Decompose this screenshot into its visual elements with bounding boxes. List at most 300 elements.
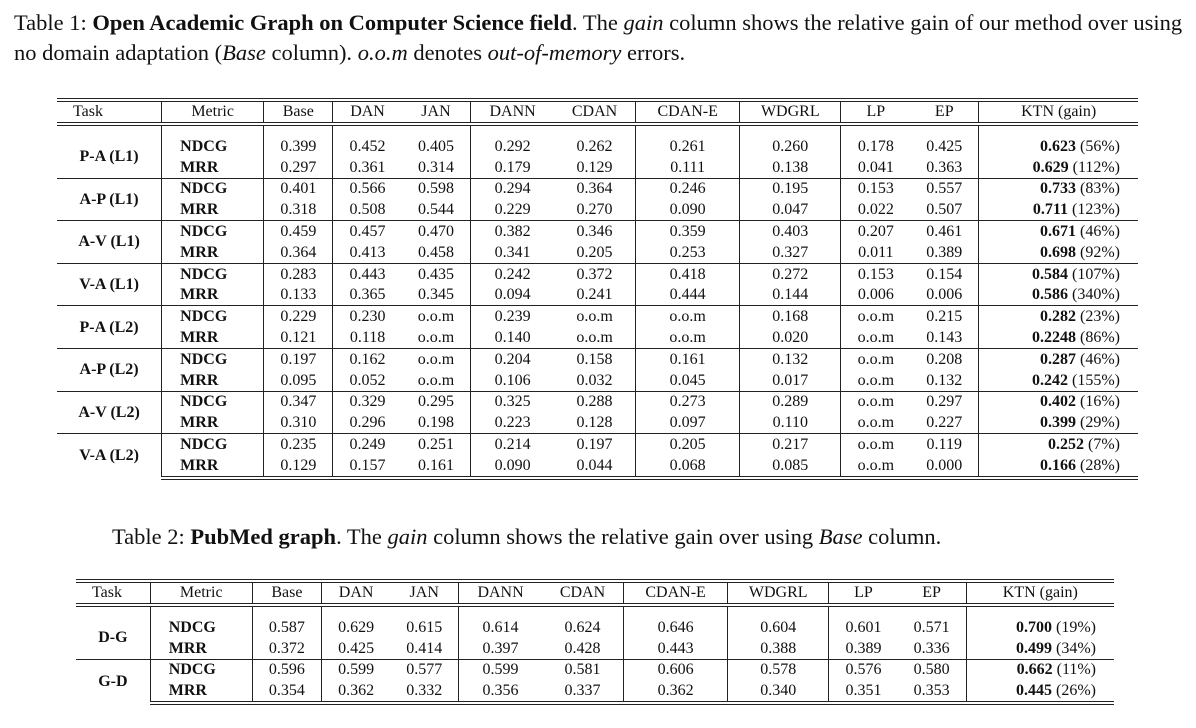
value-cell: 0.289 bbox=[740, 391, 841, 412]
value-cell: 0.111 bbox=[636, 157, 740, 178]
column-header: Task bbox=[57, 100, 162, 124]
value-cell: 0.356 bbox=[459, 680, 542, 703]
task-cell: D-G bbox=[76, 617, 150, 659]
table-row bbox=[57, 136, 1138, 157]
value-cell: 0.095 bbox=[264, 370, 333, 391]
table2 bbox=[76, 579, 1114, 705]
value-cell: 0.332 bbox=[390, 680, 459, 703]
value-cell: 0.425 bbox=[910, 136, 979, 157]
ktn-cell bbox=[979, 178, 1138, 199]
column-header: DANN bbox=[471, 100, 554, 124]
value-cell: 0.205 bbox=[554, 242, 636, 263]
value-cell: 0.143 bbox=[910, 327, 979, 348]
column-header: WDGRL bbox=[740, 100, 841, 124]
ktn-gain: (123%) bbox=[1072, 201, 1120, 219]
value-cell: 0.214 bbox=[471, 434, 554, 455]
value-cell: o.o.m bbox=[841, 455, 910, 478]
table-row bbox=[57, 391, 1138, 412]
column-header: CDAN-E bbox=[636, 100, 740, 124]
value-cell: 0.443 bbox=[333, 263, 402, 284]
ktn-cell bbox=[979, 306, 1138, 327]
column-header: CDAN bbox=[554, 100, 636, 124]
ktn-gain: (112%) bbox=[1072, 158, 1120, 176]
metric-cell: MRR bbox=[150, 638, 252, 659]
value-cell: 0.444 bbox=[636, 285, 740, 306]
caption-text: denotes bbox=[407, 40, 488, 65]
value-cell: 0.068 bbox=[636, 455, 740, 478]
metric-cell: NDCG bbox=[162, 306, 264, 327]
value-cell: 0.363 bbox=[910, 157, 979, 178]
ktn-value: 0.586 bbox=[1032, 286, 1069, 304]
metric-cell: NDCG bbox=[162, 221, 264, 242]
metric-cell: MRR bbox=[150, 680, 252, 703]
value-cell: 0.144 bbox=[740, 285, 841, 306]
value-cell: 0.413 bbox=[349, 243, 386, 261]
ktn-value: 0.623 bbox=[1040, 137, 1077, 155]
value-cell: 0.435 bbox=[402, 263, 471, 284]
value-cell: 0.459 bbox=[264, 221, 333, 242]
value-cell: 0.249 bbox=[333, 434, 402, 455]
value-cell: 0.372 bbox=[252, 638, 321, 659]
metric-cell: MRR bbox=[162, 327, 264, 348]
value-cell: 0.646 bbox=[624, 617, 728, 638]
value-cell: 0.470 bbox=[402, 221, 471, 242]
metric-cell: MRR bbox=[162, 242, 264, 263]
ktn-gain: (46%) bbox=[1080, 350, 1120, 368]
value-cell: 0.425 bbox=[338, 639, 375, 657]
caption-label: Table 2: bbox=[112, 524, 185, 549]
ktn-value: 0.733 bbox=[1040, 180, 1077, 198]
value-cell: 0.292 bbox=[494, 137, 531, 155]
value-cell: 0.138 bbox=[740, 157, 841, 178]
value-cell: 0.347 bbox=[264, 391, 333, 412]
value-cell: 0.458 bbox=[402, 242, 471, 263]
column-header: CDAN-E bbox=[624, 581, 728, 605]
value-cell: 0.580 bbox=[898, 659, 967, 680]
value-cell: 0.128 bbox=[554, 412, 636, 433]
ktn-cell bbox=[966, 659, 1114, 680]
value-cell: 0.599 bbox=[322, 659, 391, 680]
table-row bbox=[76, 617, 1114, 638]
ktn-gain: (46%) bbox=[1080, 223, 1120, 241]
table-row bbox=[57, 306, 1138, 327]
value-cell: 0.253 bbox=[636, 242, 740, 263]
value-cell: 0.615 bbox=[390, 617, 459, 638]
table-row bbox=[57, 242, 1138, 263]
ktn-gain: (11%) bbox=[1056, 661, 1096, 679]
value-cell: 0.314 bbox=[402, 157, 471, 178]
value-cell: 0.557 bbox=[910, 178, 979, 199]
ktn-gain: (34%) bbox=[1056, 639, 1096, 657]
value-cell: 0.606 bbox=[624, 659, 728, 680]
value-cell: 0.161 bbox=[402, 455, 471, 478]
value-cell: 0.351 bbox=[829, 680, 898, 703]
task-cell: A-P (L1) bbox=[57, 178, 162, 221]
ktn-value: 0.252 bbox=[1048, 436, 1085, 454]
metric-cell: MRR bbox=[162, 285, 264, 306]
value-cell: 0.090 bbox=[636, 199, 740, 220]
column-header: CDAN bbox=[542, 581, 624, 605]
ktn-gain: (29%) bbox=[1080, 414, 1120, 432]
task-cell: V-A (L1) bbox=[57, 263, 162, 306]
value-cell: o.o.m bbox=[402, 327, 471, 348]
value-cell: 0.121 bbox=[264, 327, 333, 348]
ktn-cell bbox=[979, 285, 1138, 306]
column-header: EP bbox=[898, 581, 967, 605]
ktn-value: 0.2248 bbox=[1032, 329, 1077, 347]
ktn-cell bbox=[979, 221, 1138, 242]
value-cell: 0.204 bbox=[471, 348, 554, 369]
value-cell: 0.006 bbox=[857, 286, 894, 304]
value-cell: 0.418 bbox=[636, 263, 740, 284]
value-cell: 0.461 bbox=[910, 221, 979, 242]
value-cell: 0.414 bbox=[390, 638, 459, 659]
column-header: JAN bbox=[390, 581, 459, 605]
column-header: DAN bbox=[333, 100, 402, 124]
value-cell: 0.601 bbox=[845, 618, 882, 636]
value-cell: 0.110 bbox=[740, 412, 841, 433]
value-cell: 0.295 bbox=[402, 391, 471, 412]
ktn-value: 0.629 bbox=[1032, 158, 1069, 176]
value-cell: 0.362 bbox=[322, 680, 391, 703]
value-cell: 0.587 bbox=[252, 617, 321, 638]
value-cell: 0.157 bbox=[333, 455, 402, 478]
value-cell: 0.578 bbox=[728, 659, 829, 680]
column-header: Base bbox=[264, 100, 333, 124]
table-row bbox=[76, 638, 1114, 659]
value-cell: 0.283 bbox=[264, 263, 333, 284]
value-cell: 0.599 bbox=[459, 659, 542, 680]
ktn-value: 0.499 bbox=[1016, 639, 1053, 657]
ktn-cell bbox=[966, 638, 1114, 659]
caption-italic: Base bbox=[222, 40, 266, 65]
value-cell: 0.017 bbox=[740, 370, 841, 391]
ktn-gain: (340%) bbox=[1072, 286, 1120, 304]
value-cell: 0.229 bbox=[494, 201, 531, 219]
value-cell: o.o.m bbox=[857, 329, 895, 347]
table-row bbox=[57, 412, 1138, 433]
ktn-gain: (56%) bbox=[1080, 137, 1120, 155]
task-cell: P-A (L2) bbox=[57, 306, 162, 349]
ktn-value: 0.662 bbox=[1016, 661, 1053, 679]
caption-italic: gain bbox=[387, 524, 428, 549]
value-cell: o.o.m bbox=[841, 306, 910, 327]
value-cell: 0.118 bbox=[349, 329, 386, 347]
column-header: KTN (gain) bbox=[966, 581, 1114, 605]
value-cell: 0.397 bbox=[482, 639, 519, 657]
value-cell: 0.197 bbox=[264, 348, 333, 369]
column-header: Base bbox=[252, 581, 321, 605]
value-cell: 0.195 bbox=[740, 178, 841, 199]
value-cell: 0.294 bbox=[471, 178, 554, 199]
metric-cell: MRR bbox=[162, 370, 264, 391]
table-row bbox=[76, 680, 1114, 703]
table-row bbox=[57, 434, 1138, 455]
column-header: DANN bbox=[459, 581, 542, 605]
ktn-value: 0.242 bbox=[1032, 371, 1069, 389]
value-cell: 0.045 bbox=[636, 370, 740, 391]
value-cell: 0.168 bbox=[740, 306, 841, 327]
caption-text: . The bbox=[336, 524, 388, 549]
ktn-value: 0.399 bbox=[1040, 414, 1077, 432]
value-cell: o.o.m bbox=[857, 414, 895, 432]
column-header: WDGRL bbox=[728, 581, 829, 605]
value-cell: 0.310 bbox=[264, 412, 333, 433]
column-header: KTN (gain) bbox=[979, 100, 1138, 124]
value-cell: 0.346 bbox=[554, 221, 636, 242]
task-cell: A-V (L2) bbox=[57, 391, 162, 434]
metric-cell: NDCG bbox=[162, 391, 264, 412]
value-cell: 0.581 bbox=[542, 659, 624, 680]
value-cell: 0.297 bbox=[910, 391, 979, 412]
value-cell: 0.405 bbox=[402, 136, 471, 157]
value-cell: 0.158 bbox=[554, 348, 636, 369]
value-cell: 0.403 bbox=[740, 221, 841, 242]
ktn-value: 0.287 bbox=[1040, 350, 1077, 368]
value-cell: 0.364 bbox=[264, 242, 333, 263]
value-cell: 0.288 bbox=[554, 391, 636, 412]
value-cell: 0.119 bbox=[910, 434, 979, 455]
value-cell: 0.272 bbox=[740, 263, 841, 284]
value-cell: o.o.m bbox=[857, 371, 895, 389]
value-cell: o.o.m bbox=[636, 327, 740, 348]
caption-title: PubMed graph bbox=[190, 524, 337, 549]
value-cell: 0.341 bbox=[494, 243, 531, 261]
value-cell: 0.507 bbox=[910, 199, 979, 220]
caption-italic: Base bbox=[818, 524, 863, 549]
ktn-gain: (155%) bbox=[1072, 371, 1120, 389]
value-cell: 0.388 bbox=[728, 638, 829, 659]
value-cell: 0.205 bbox=[636, 434, 740, 455]
value-cell: 0.179 bbox=[494, 158, 531, 176]
caption-title: Open Academic Graph on Computer Science field bbox=[92, 10, 572, 35]
ktn-cell bbox=[979, 242, 1138, 263]
value-cell: 0.389 bbox=[910, 242, 979, 263]
value-cell: 0.227 bbox=[910, 412, 979, 433]
ktn-cell bbox=[979, 455, 1138, 478]
table-row bbox=[76, 659, 1114, 680]
table2-caption bbox=[112, 522, 941, 552]
value-cell: 0.354 bbox=[252, 680, 321, 703]
metric-cell: NDCG bbox=[162, 136, 264, 157]
value-cell: 0.251 bbox=[402, 434, 471, 455]
metric-cell: NDCG bbox=[162, 178, 264, 199]
value-cell: o.o.m bbox=[402, 306, 471, 327]
value-cell: 0.382 bbox=[471, 221, 554, 242]
caption-text: column shows the relative gain over using bbox=[427, 524, 819, 549]
value-cell: 0.154 bbox=[910, 263, 979, 284]
value-cell: 0.345 bbox=[402, 285, 471, 306]
value-cell: o.o.m bbox=[402, 348, 471, 369]
metric-cell: NDCG bbox=[162, 434, 264, 455]
task-cell: P-A (L1) bbox=[57, 136, 162, 178]
ktn-value: 0.402 bbox=[1040, 393, 1077, 411]
metric-cell: MRR bbox=[162, 157, 264, 178]
caption-italic: o.o.m bbox=[357, 40, 408, 65]
ktn-value: 0.166 bbox=[1040, 456, 1077, 474]
ktn-cell bbox=[979, 370, 1138, 391]
metric-cell: NDCG bbox=[162, 263, 264, 284]
table-row bbox=[57, 370, 1138, 391]
value-cell: 0.129 bbox=[554, 157, 636, 178]
caption-text: column shows the relative gain of our method over using no domain adaptation ( bbox=[14, 10, 1183, 65]
value-cell: 0.229 bbox=[264, 306, 333, 327]
metric-cell: MRR bbox=[162, 455, 264, 478]
value-cell: 0.000 bbox=[910, 455, 979, 478]
value-cell: 0.270 bbox=[554, 199, 636, 220]
value-cell: 0.365 bbox=[349, 286, 386, 304]
value-cell: 0.162 bbox=[333, 348, 402, 369]
value-cell: 0.296 bbox=[349, 414, 386, 432]
value-cell: 0.372 bbox=[554, 263, 636, 284]
value-cell: 0.389 bbox=[845, 639, 882, 657]
metric-cell: NDCG bbox=[162, 348, 264, 369]
ktn-gain: (16%) bbox=[1080, 393, 1120, 411]
ktn-gain: (7%) bbox=[1088, 436, 1120, 454]
value-cell: 0.336 bbox=[898, 638, 967, 659]
value-cell: 0.598 bbox=[402, 178, 471, 199]
value-cell: 0.340 bbox=[728, 680, 829, 703]
value-cell: 0.094 bbox=[494, 286, 531, 304]
caption-text: column. bbox=[862, 524, 942, 549]
ktn-cell bbox=[979, 199, 1138, 220]
value-cell: o.o.m bbox=[554, 327, 636, 348]
ktn-cell bbox=[979, 412, 1138, 433]
task-cell: V-A (L2) bbox=[57, 434, 162, 478]
value-cell: 0.571 bbox=[898, 617, 967, 638]
value-cell: 0.153 bbox=[841, 178, 910, 199]
ktn-cell bbox=[979, 136, 1138, 157]
value-cell: 0.178 bbox=[857, 137, 894, 155]
value-cell: 0.361 bbox=[349, 158, 386, 176]
ktn-cell bbox=[979, 348, 1138, 369]
value-cell: 0.318 bbox=[264, 199, 333, 220]
value-cell: 0.544 bbox=[402, 199, 471, 220]
value-cell: 0.359 bbox=[636, 221, 740, 242]
caption-italic: gain bbox=[623, 10, 664, 35]
ktn-gain: (107%) bbox=[1072, 265, 1120, 283]
value-cell: 0.325 bbox=[471, 391, 554, 412]
value-cell: 0.230 bbox=[333, 306, 402, 327]
value-cell: 0.329 bbox=[333, 391, 402, 412]
value-cell: 0.242 bbox=[471, 263, 554, 284]
task-cell: A-P (L2) bbox=[57, 348, 162, 391]
value-cell: 0.327 bbox=[740, 242, 841, 263]
value-cell: 0.576 bbox=[829, 659, 898, 680]
metric-cell: MRR bbox=[162, 412, 264, 433]
ktn-value: 0.698 bbox=[1040, 243, 1077, 261]
value-cell: 0.629 bbox=[338, 618, 375, 636]
ktn-gain: (28%) bbox=[1080, 456, 1120, 474]
table-row bbox=[57, 455, 1138, 478]
ktn-value: 0.700 bbox=[1016, 618, 1053, 636]
metric-cell: NDCG bbox=[150, 617, 252, 638]
table-row bbox=[57, 348, 1138, 369]
ktn-gain: (26%) bbox=[1056, 682, 1096, 700]
value-cell: 0.032 bbox=[554, 370, 636, 391]
value-cell: 0.614 bbox=[482, 618, 519, 636]
value-cell: 0.215 bbox=[910, 306, 979, 327]
value-cell: 0.297 bbox=[264, 157, 333, 178]
table-row bbox=[57, 178, 1138, 199]
value-cell: 0.132 bbox=[740, 348, 841, 369]
value-cell: 0.362 bbox=[624, 680, 728, 703]
value-cell: 0.223 bbox=[494, 414, 531, 432]
value-cell: 0.022 bbox=[857, 201, 894, 219]
value-cell: 0.129 bbox=[264, 455, 333, 478]
value-cell: 0.106 bbox=[494, 371, 531, 389]
value-cell: 0.246 bbox=[636, 178, 740, 199]
metric-cell: MRR bbox=[162, 199, 264, 220]
ktn-cell bbox=[979, 157, 1138, 178]
value-cell: 0.133 bbox=[264, 285, 333, 306]
value-cell: o.o.m bbox=[636, 306, 740, 327]
value-cell: 0.197 bbox=[554, 434, 636, 455]
value-cell: 0.401 bbox=[264, 178, 333, 199]
table-row bbox=[57, 157, 1138, 178]
value-cell: 0.452 bbox=[349, 137, 386, 155]
caption-text: . The bbox=[571, 10, 624, 35]
value-cell: 0.047 bbox=[740, 199, 841, 220]
ktn-cell bbox=[979, 391, 1138, 412]
value-cell: 0.428 bbox=[542, 638, 624, 659]
ktn-value: 0.445 bbox=[1016, 682, 1053, 700]
table-row bbox=[57, 285, 1138, 306]
column-header: LP bbox=[829, 581, 898, 605]
ktn-value: 0.584 bbox=[1032, 265, 1069, 283]
ktn-cell bbox=[966, 617, 1114, 638]
column-header: Metric bbox=[162, 100, 264, 124]
value-cell: 0.604 bbox=[728, 617, 829, 638]
column-header: EP bbox=[910, 100, 979, 124]
value-cell: 0.239 bbox=[471, 306, 554, 327]
value-cell: 0.090 bbox=[471, 455, 554, 478]
column-header: Task bbox=[76, 581, 150, 605]
value-cell: 0.044 bbox=[554, 455, 636, 478]
value-cell: o.o.m bbox=[402, 370, 471, 391]
value-cell: 0.207 bbox=[841, 221, 910, 242]
task-cell: G-D bbox=[76, 659, 150, 703]
caption-text: errors. bbox=[621, 40, 686, 65]
value-cell: 0.153 bbox=[841, 263, 910, 284]
value-cell: 0.097 bbox=[636, 412, 740, 433]
table-row bbox=[57, 199, 1138, 220]
value-cell: 0.457 bbox=[333, 221, 402, 242]
value-cell: 0.577 bbox=[390, 659, 459, 680]
ktn-cell bbox=[979, 263, 1138, 284]
value-cell: 0.624 bbox=[542, 617, 624, 638]
table-row bbox=[57, 221, 1138, 242]
value-cell: o.o.m bbox=[841, 434, 910, 455]
metric-cell: NDCG bbox=[150, 659, 252, 680]
task-cell: A-V (L1) bbox=[57, 221, 162, 264]
value-cell: 0.364 bbox=[554, 178, 636, 199]
value-cell: 0.140 bbox=[494, 329, 531, 347]
ktn-gain: (92%) bbox=[1080, 243, 1120, 261]
value-cell: 0.198 bbox=[402, 412, 471, 433]
value-cell: 0.273 bbox=[636, 391, 740, 412]
value-cell: 0.020 bbox=[740, 327, 841, 348]
value-cell: 0.208 bbox=[910, 348, 979, 369]
ktn-value: 0.711 bbox=[1032, 201, 1069, 219]
value-cell: 0.041 bbox=[857, 158, 894, 176]
value-cell: 0.508 bbox=[349, 201, 386, 219]
ktn-gain: (23%) bbox=[1080, 308, 1120, 326]
ktn-gain: (19%) bbox=[1056, 618, 1096, 636]
ktn-cell bbox=[966, 680, 1114, 703]
value-cell: 0.261 bbox=[636, 136, 740, 157]
value-cell: 0.085 bbox=[740, 455, 841, 478]
